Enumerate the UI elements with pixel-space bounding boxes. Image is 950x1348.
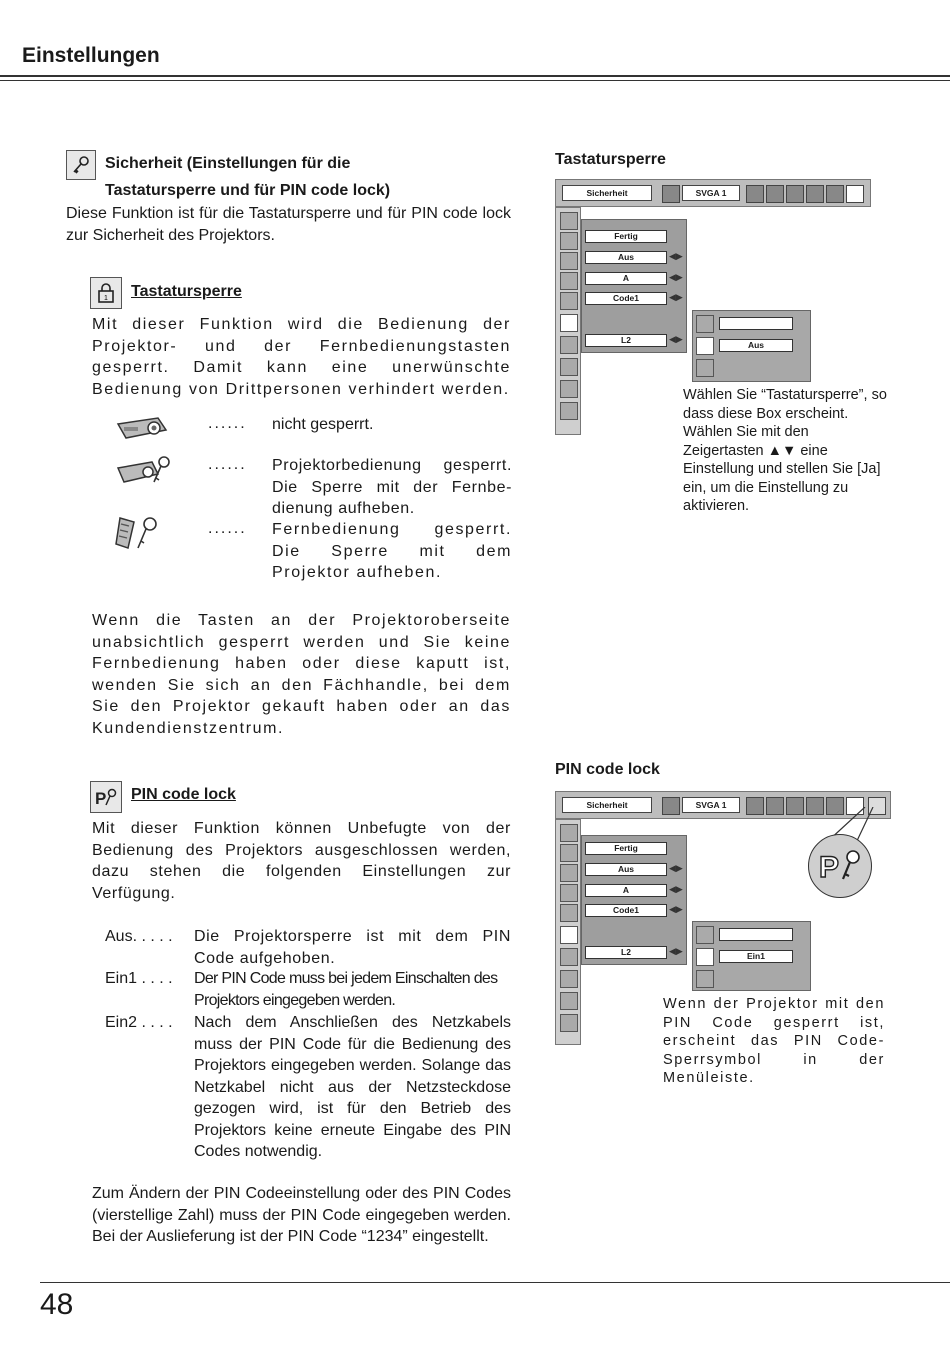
menu-icon: [560, 292, 578, 310]
exit-icon: [696, 359, 714, 377]
screenshot-title: PIN code lock: [555, 761, 660, 778]
exit-icon: [696, 970, 714, 988]
menu-icon: [786, 797, 804, 815]
arrow-icon: ◀▶: [669, 946, 683, 956]
menu-field: A: [585, 272, 667, 285]
submenu-projector-field: [719, 928, 793, 941]
header-rule-thin: [0, 80, 950, 81]
fan-icon: [560, 948, 578, 966]
pin-heading: PIN code lock: [131, 786, 236, 803]
padlock-icon: [90, 277, 122, 309]
pin-option-text: Die Projektorsperre ist mit dem PIN Code aufgehoben.: [194, 928, 511, 967]
arrow-icon: ◀▶: [669, 272, 683, 282]
dots: ......: [208, 415, 247, 432]
tastatursperre-heading: Tastatursperre: [131, 283, 242, 300]
menu-icon: [560, 904, 578, 922]
pin-footer-text: Zum Ändern der PIN Codeeinstellung oder des PIN Codes (vierstellige Zahl) muss der PIN Code eingegeben werden. Bei der Auslieferung ist der PIN Code “1234” eingestellt.: [92, 1185, 511, 1245]
pin-option-label: Ein2 . . . .: [105, 1014, 173, 1031]
arrow-icon: ◀▶: [669, 292, 683, 302]
dots: ......: [208, 456, 247, 473]
page-number: 48: [40, 1288, 74, 1321]
menu-icon: [806, 185, 824, 203]
menu-bar-title: Sicherheit: [562, 797, 652, 813]
svg-text:P: P: [819, 851, 840, 884]
menu-icon: [746, 797, 764, 815]
arrow-icon: ◀▶: [669, 884, 683, 894]
menu-icon: [560, 884, 578, 902]
arrow-icon: ◀▶: [669, 904, 683, 914]
intro-title-line1: Sicherheit (Einstellungen für die: [105, 155, 351, 172]
menu-icon: [560, 844, 578, 862]
submenu-field: Ein1: [719, 950, 793, 963]
up-arrow-icon: [560, 824, 578, 842]
key-icon: [66, 150, 96, 180]
menu-field: Aus: [585, 863, 667, 876]
pin-lock-icon: [696, 337, 714, 355]
menu-icon: [560, 252, 578, 270]
menu-icon: [826, 185, 844, 203]
menu-field: Aus: [585, 251, 667, 264]
menu-panel: [581, 835, 687, 965]
menu-field: Fertig: [585, 230, 667, 243]
remote-locked-icon: [114, 514, 164, 557]
intro-title-line2: Tastatursperre und für PIN code lock): [105, 182, 391, 199]
arrow-icon: ◀▶: [669, 251, 683, 261]
menu-icon: [560, 272, 578, 290]
projector-locked-icon: [114, 452, 174, 493]
header-rule: [0, 75, 950, 77]
key-icon: [560, 926, 578, 944]
up-arrow-icon: [560, 212, 578, 230]
display-icon: [662, 185, 680, 203]
menu-bar-signal: SVGA 1: [682, 185, 740, 201]
menu-bar-title: Sicherheit: [562, 185, 652, 201]
menu-bar: [555, 179, 871, 207]
menu-icon: [766, 797, 784, 815]
menu-field: Code1: [585, 904, 667, 917]
submenu-field: Aus: [719, 339, 793, 352]
down-arrow-icon: [560, 1014, 578, 1032]
menu-field: L2: [585, 334, 667, 347]
pin-description: Mit dieser Funktion können Unbefugte von der Bedienung des Projektors ausgeschlossen werden, dazu stehen die folgenden Einstellungen zur Verfügung.: [92, 820, 511, 902]
screenshot-title: Tastatursperre: [555, 151, 666, 168]
svg-text:1: 1: [104, 295, 108, 302]
pin-option-label: Ein1 . . . .: [105, 970, 173, 987]
footer-rule: [40, 1282, 950, 1283]
pin-lock-magnified-icon: [808, 834, 872, 898]
menu-icon: [560, 864, 578, 882]
menu-icon: [560, 970, 578, 988]
intro-title: [105, 150, 390, 204]
tastatursperre-description: Mit dieser Funktion wird die Bedienung der Projektor- und der Fernbedienungstasten gesperrt. Damit kann eine unerwünschte Bedienung von Drittpersonen verhindert werden.: [92, 316, 511, 398]
key-icon: [560, 314, 578, 332]
intro-description: Diese Funktion ist für die Tastatursperre und für PIN code lock zur Sicherheit des Projektors.: [66, 205, 511, 244]
menu-sidebar: [555, 819, 581, 1045]
menu-icon: [560, 380, 578, 398]
pin-option-text: Nach dem Anschließen des Netzkabels muss der PIN Code für die Bedienung des Projektors eingegeben werden. Solange das Netzkabel nicht aus der Netzsteckdose gezogen wird, ist für den Betrieb des Projektors keine erneute Eingabe des PIN Codes notwendig.: [194, 1014, 511, 1160]
option-text: Projektorbedienung gesperrt. Die Sperre mit der Fernbe-dienung aufheben.: [272, 457, 512, 517]
menu-field: A: [585, 884, 667, 897]
key-icon: [846, 185, 864, 203]
option-text: nicht gesperrt.: [272, 416, 374, 433]
submenu-box: [692, 310, 811, 382]
menu-icon: [786, 185, 804, 203]
svg-text:P: P: [95, 789, 107, 808]
option-text: Fernbedienung gesperrt. Die Sperre mit dem Projektor aufheben.: [272, 521, 512, 581]
dots: ......: [208, 520, 247, 537]
menu-icon: [560, 232, 578, 250]
padlock-icon: [696, 926, 714, 944]
menu-icon: [560, 358, 578, 376]
menu-bar-signal: SVGA 1: [682, 797, 740, 813]
submenu-box: [692, 921, 811, 991]
screenshot-caption: Wenn der Projektor mit den PIN Code gesperrt ist, erscheint das PIN Code-Sperrsymbol in der Menüleiste.: [663, 996, 885, 1086]
arrow-icon: ◀▶: [669, 863, 683, 873]
menu-field: Code1: [585, 292, 667, 305]
fan-icon: [560, 336, 578, 354]
padlock-icon: [696, 315, 714, 333]
menu-sidebar: [555, 207, 581, 435]
menu-field: L2: [585, 946, 667, 959]
page-title: Einstellungen: [22, 44, 160, 67]
display-icon: [662, 797, 680, 815]
pin-option-label: Aus. . . . .: [105, 928, 173, 945]
pin-lock-icon: [90, 781, 122, 813]
arrow-icon: ◀▶: [669, 334, 683, 344]
pin-option-text: Der PIN Code muss bei jedem Einschalten des Projektors eingegeben werden.: [194, 970, 498, 1009]
pin-lock-icon: [696, 948, 714, 966]
menu-icon: [766, 185, 784, 203]
menu-panel: [581, 219, 687, 353]
menu-icon: [746, 185, 764, 203]
down-arrow-icon: [560, 402, 578, 420]
submenu-projector-field: [719, 317, 793, 330]
projector-unlocked-icon: [114, 410, 174, 449]
tastatursperre-warning: Wenn die Tasten an der Projektoroberseite unabsichtlich gesperrt werden und Sie keine Fernbedienung haben oder diese kaputt ist, wenden Sie sich an den Fächhandle, bei dem Sie den Projektor gekauft haben oder an das Kundendienstzentrum.: [92, 612, 511, 737]
screenshot-caption: Wählen Sie “Tastatursperre”, so dass diese Box erscheint. Wählen Sie mit den Zeigertasten ▲▼ eine Einstellung und stellen Sie [Ja] ein, um die Einstellung zu aktivieren.: [683, 387, 887, 514]
menu-icon: [560, 992, 578, 1010]
menu-field: Fertig: [585, 842, 667, 855]
